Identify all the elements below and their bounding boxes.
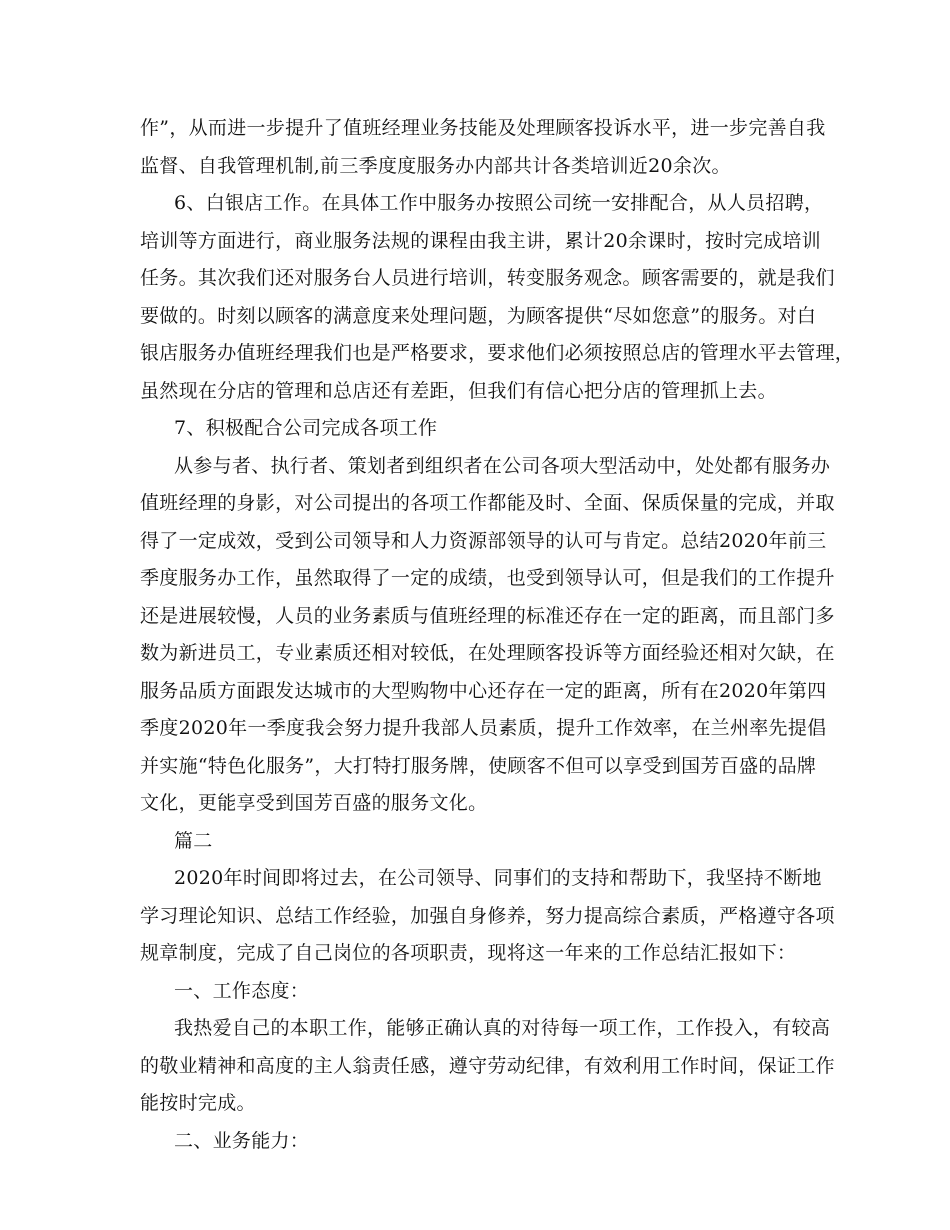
text-line: 6、白银店工作。在具体工作中服务办按照公司统一安排配合，从人员招聘， xyxy=(174,192,824,214)
section-heading: 篇二 xyxy=(174,829,213,852)
text-line: 的敬业精神和高度的主人翁责任感，遵守劳动纪律，有效利用工作时间，保证工作 xyxy=(140,1054,835,1077)
text-line: 我热爱自己的本职工作，能够正确认真的对待每一项工作，工作投入，有较高 xyxy=(174,1017,831,1039)
text-line: 规章制度，完成了自己岗位的各项职责，现将这一年来的工作总结汇报如下： xyxy=(140,942,797,964)
section-heading: 二、业务能力： xyxy=(174,1129,310,1152)
text-line: 文化，更能享受到国芳百盛的服务文化。 xyxy=(140,792,488,814)
text-line: 任务。其次我们还对服务台人员进行培训，转变服务观念。顾客需要的，就是我们 xyxy=(140,267,835,289)
text-line: 得了一定成效，受到公司领导和人力资源部领导的认可与肯定。总结2020年前三 xyxy=(140,529,827,552)
text-line: 并实施“特色化服务”，大打特打服务牌，使顾客不但可以享受到国芳百盛的品牌 xyxy=(140,754,817,777)
text-line: 作”，从而进一步提升了值班经理业务技能及处理顾客投诉水平，进一步完善自我 xyxy=(140,117,826,139)
text-line: 培训等方面进行，商业服务法规的课程由我主讲，累计20余课时，按时完成培训 xyxy=(140,229,821,252)
section-heading: 7、积极配合公司完成各项工作 xyxy=(174,417,438,439)
text-line: 季度2020年一季度我会努力提升我部人员素质，提升工作效率，在兰州率先提倡 xyxy=(140,717,827,739)
text-line: 还是进展较慢，人员的业务素质与值班经理的标准还存在一定的距离，而且部门多 xyxy=(140,604,835,627)
text-line: 2020年时间即将过去，在公司领导、同事们的支持和帮助下，我坚持不断地 xyxy=(174,867,822,889)
text-line: 能按时完成。 xyxy=(140,1092,256,1114)
text-line: 要做的。时刻以顾客的满意度来处理问题，为顾客提供“尽如您意”的服务。对白 xyxy=(140,304,817,327)
text-line: 虽然现在分店的管理和总店还有差距，但我们有信心把分店的管理抓上去。 xyxy=(140,379,777,402)
section-heading: 一、工作态度： xyxy=(174,979,310,1002)
text-line: 季度服务办工作，虽然取得了一定的成绩，也受到领导认可，但是我们的工作提升 xyxy=(140,567,835,589)
text-line: 值班经理的身影，对公司提出的各项工作都能及时、全面、保质保量的完成，并取 xyxy=(140,492,835,514)
text-line: 数为新进员工，专业素质还相对较低，在处理顾客投诉等方面经验还相对欠缺，在 xyxy=(140,642,835,664)
text-line: 监督、自我管理机制,前三季度度服务办内部共计各类培训近20余次。 xyxy=(140,154,731,177)
text-line: 从参与者、执行者、策划者到组织者在公司各项大型活动中，处处都有服务办 xyxy=(174,454,831,477)
document-body xyxy=(140,110,855,1160)
text-line: 服务品质方面跟发达城市的大型购物中心还存在一定的距离，所有在2020年第四 xyxy=(140,679,827,702)
text-line: 学习理论知识、总结工作经验，加强自身修养，努力提高综合素质，严格遵守各项 xyxy=(140,904,835,927)
text-line: 银店服务办值班经理我们也是严格要求，要求他们必须按照总店的管理水平去管理， xyxy=(140,342,855,364)
